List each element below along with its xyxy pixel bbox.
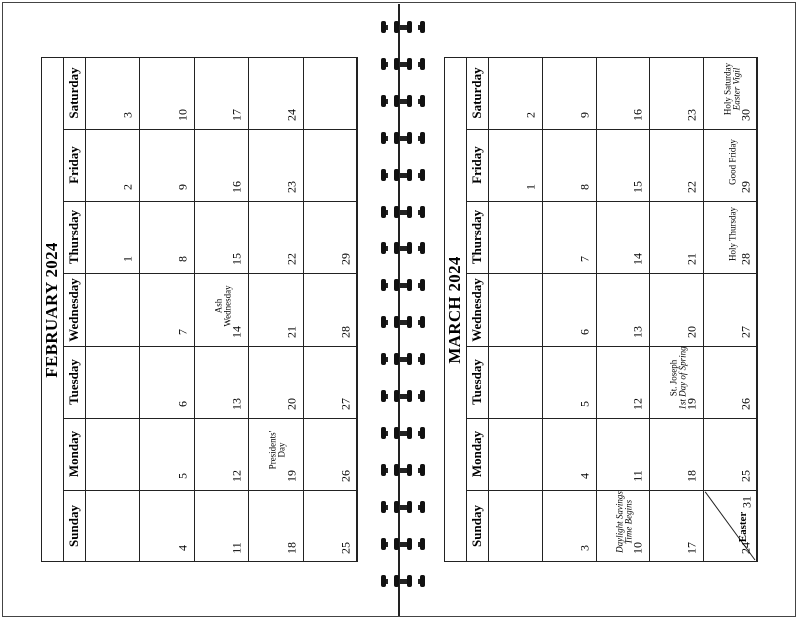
day-number: 1 (523, 184, 538, 191)
day-number: 5 (175, 472, 190, 479)
day-header-friday: Friday (469, 146, 485, 184)
day-number-split: 31 (740, 495, 755, 508)
holiday-note-line: Holy Thursday (727, 206, 738, 261)
day-number: 24 (284, 109, 299, 122)
day-header-sunday: Sunday (66, 504, 82, 547)
holiday-note-line: Good Friday (727, 138, 738, 185)
day-number: 28 (738, 253, 753, 266)
day-number: 11 (631, 470, 646, 482)
holiday-note-line: Time Begins (624, 500, 635, 545)
holiday-note-line: 1st Day of Spring (677, 346, 688, 410)
spiral-ring (381, 390, 425, 402)
day-number: 12 (631, 397, 646, 410)
day-number: 10 (175, 109, 190, 122)
day-number: 20 (284, 397, 299, 410)
spiral-ring (381, 427, 425, 439)
spiral-ring (381, 242, 425, 254)
day-header-thursday: Thursday (469, 210, 485, 265)
day-number: 26 (338, 469, 353, 482)
holiday-note-line: St. Joseph (668, 359, 679, 397)
day-header-thursday: Thursday (66, 210, 82, 265)
day-header-monday: Monday (66, 430, 82, 477)
spiral-ring (381, 169, 425, 181)
day-number: 10 (631, 542, 646, 554)
day-header-saturday: Saturday (469, 67, 485, 119)
day-number: 1 (121, 256, 136, 263)
day-number: 28 (338, 325, 353, 338)
day-number: 21 (684, 253, 699, 266)
day-number: 26 (738, 397, 753, 410)
day-number: 7 (175, 328, 190, 335)
day-number: 14 (229, 325, 244, 338)
day-number: 18 (684, 469, 699, 482)
day-number: 16 (229, 181, 244, 194)
day-number: 25 (738, 469, 753, 482)
calendar-grid (41, 57, 357, 562)
spiral-ring (381, 21, 425, 33)
day-number: 20 (684, 325, 699, 338)
day-number: 23 (284, 181, 299, 194)
day-number: 6 (577, 328, 592, 335)
day-number: 19 (684, 397, 699, 410)
spiral-ring (381, 58, 425, 70)
spiral-ring (381, 95, 425, 107)
day-number: 4 (175, 545, 190, 551)
spiral-ring (381, 501, 425, 513)
spiral-ring (381, 353, 425, 365)
day-number: 24 (738, 542, 753, 554)
day-number: 15 (229, 253, 244, 266)
day-number: 27 (338, 397, 353, 410)
day-number: 25 (338, 542, 353, 554)
day-header-sunday: Sunday (469, 504, 485, 547)
spiral-ring (381, 538, 425, 550)
day-number: 18 (284, 542, 299, 554)
day-header-friday: Friday (66, 146, 82, 184)
spiral-ring (381, 575, 425, 587)
holiday-note-line: Holy Saturday (722, 63, 733, 116)
day-number: 3 (121, 112, 136, 119)
day-number: 29 (738, 181, 753, 194)
day-header-saturday: Saturday (66, 67, 82, 119)
spiral-ring (381, 279, 425, 291)
day-number: 13 (631, 325, 646, 338)
holiday-note-line: Day (277, 442, 288, 458)
day-number: 2 (121, 184, 136, 191)
holiday-note (728, 207, 737, 261)
calendar-grid (444, 57, 757, 562)
day-number: 3 (577, 545, 592, 551)
spiral-ring (381, 316, 425, 328)
day-number: 22 (284, 253, 299, 266)
day-number: 17 (229, 109, 244, 122)
holiday-note-line: Daylight Savings (614, 491, 625, 554)
spiral-ring (381, 132, 425, 144)
day-number: 16 (631, 109, 646, 122)
day-header-wednesday: Wednesday (469, 277, 485, 342)
day-number: 4 (577, 472, 592, 479)
day-header-tuesday: Tuesday (66, 358, 82, 405)
day-number: 30 (738, 109, 753, 122)
day-number: 9 (175, 184, 190, 191)
day-number: 2 (523, 112, 538, 119)
month-title: FEBRUARY 2024 (42, 241, 62, 378)
day-number: 7 (577, 256, 592, 263)
holiday-note (728, 139, 737, 185)
day-number: 8 (175, 256, 190, 263)
day-header-monday: Monday (469, 430, 485, 477)
calendar-march-2024 (444, 57, 757, 562)
day-number: 29 (338, 253, 353, 266)
holiday-note-line: Presidents' (267, 430, 278, 470)
day-number: 17 (684, 542, 699, 554)
day-number: 27 (738, 325, 753, 338)
holiday-note-line: Ash (213, 298, 224, 314)
day-number: 8 (577, 184, 592, 191)
easter-label: Easter (736, 512, 749, 543)
day-number: 22 (684, 181, 699, 194)
day-number: 21 (284, 325, 299, 338)
day-number: 9 (577, 112, 592, 119)
day-number: 12 (229, 469, 244, 482)
day-number: 19 (284, 469, 299, 482)
day-number: 15 (631, 181, 646, 194)
holiday-note (670, 346, 689, 409)
holiday-note-line: Wednesday (222, 285, 233, 327)
day-number: 23 (684, 109, 699, 122)
day-header-wednesday: Wednesday (66, 277, 82, 342)
holiday-note (269, 431, 288, 470)
day-number: 14 (631, 253, 646, 266)
day-number: 5 (577, 400, 592, 407)
holiday-note-line: Easter Vigil (731, 68, 742, 111)
month-title: MARCH 2024 (445, 255, 465, 364)
spiral-ring (381, 464, 425, 476)
holiday-note (723, 63, 742, 115)
day-number: 11 (229, 542, 244, 554)
calendar-february-2024 (41, 57, 357, 562)
spiral-ring (381, 206, 425, 218)
holiday-note (214, 285, 233, 326)
day-number: 6 (175, 400, 190, 407)
day-number: 13 (229, 397, 244, 410)
holiday-note (616, 491, 635, 553)
day-header-tuesday: Tuesday (469, 358, 485, 405)
